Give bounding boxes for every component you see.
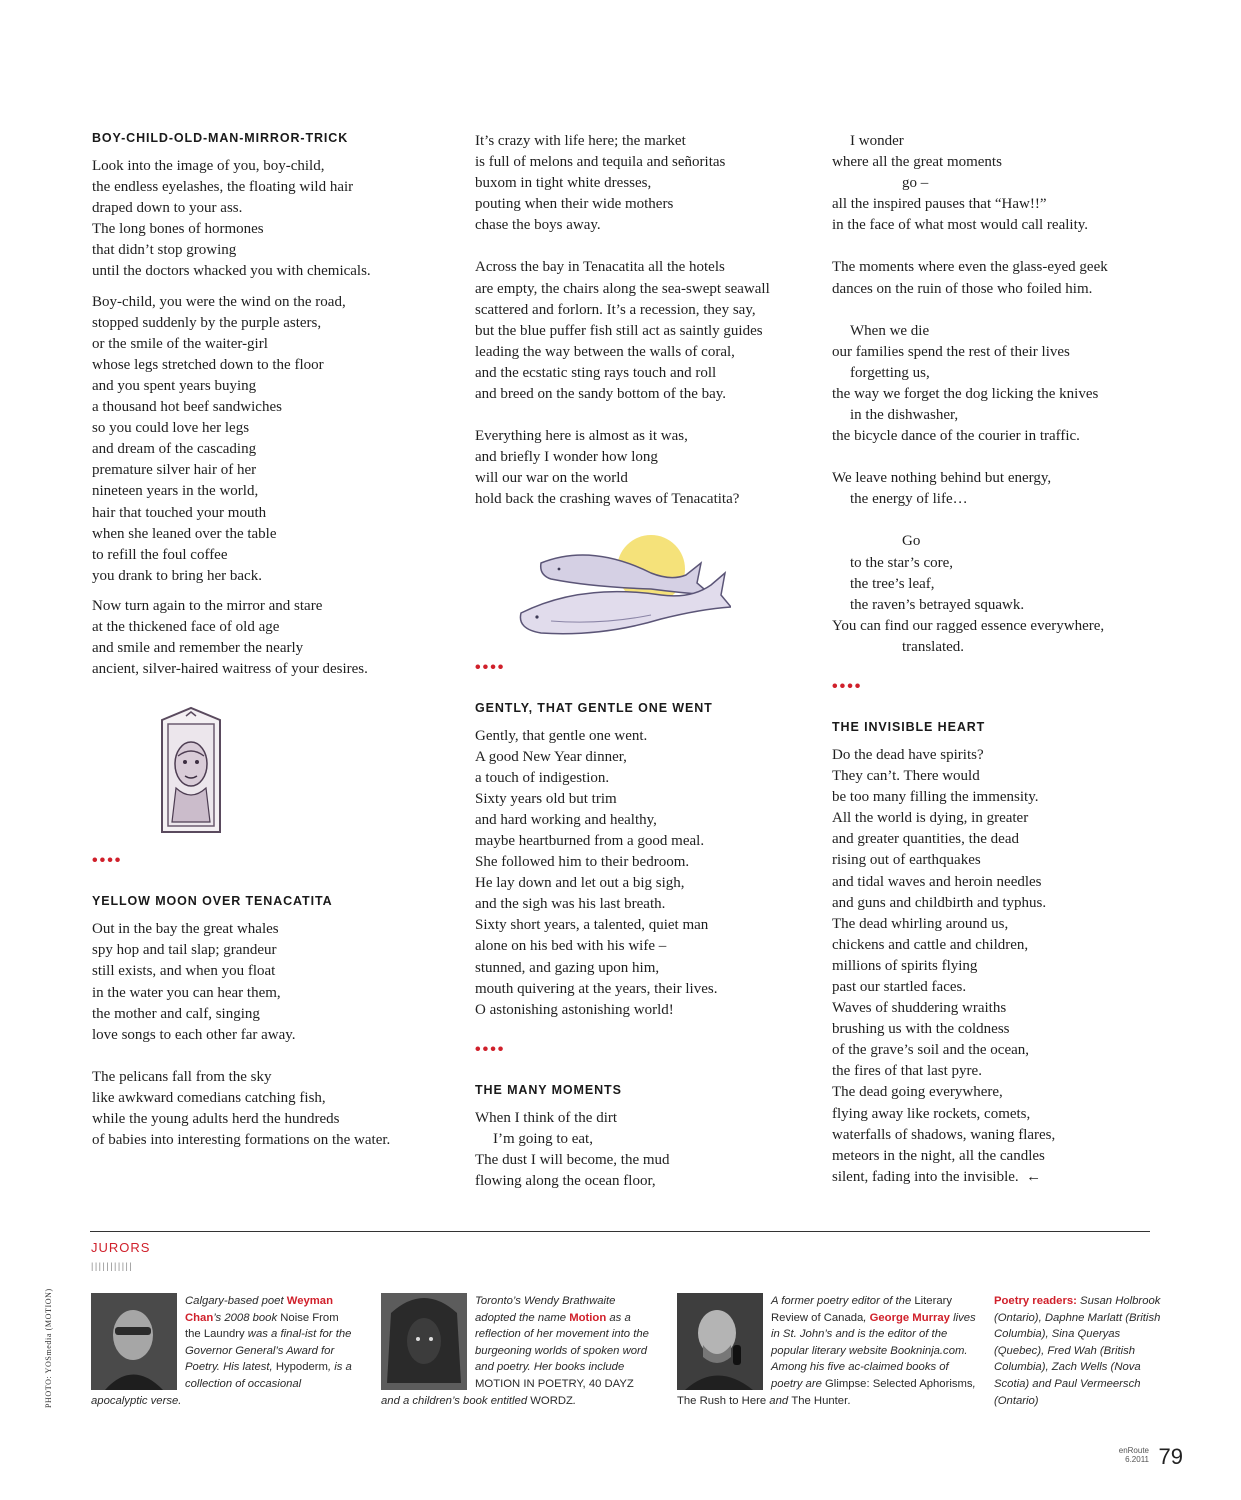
- poem-line: hair that touched your mouth: [92, 504, 267, 521]
- poem-line: Boy-child, you were the wind on the road,: [92, 293, 346, 310]
- poem-line: go –: [902, 175, 929, 192]
- poem-line: in the face of what most would call reality.: [832, 217, 1089, 234]
- motion-photo: [381, 1293, 467, 1390]
- poem-line: maybe heartburned from a good meal.: [475, 832, 705, 849]
- framed-portrait-illustration: [156, 706, 226, 836]
- poem-line: They can’t. There would: [832, 768, 980, 785]
- poem-line: The dust I will become, the mud: [475, 1152, 670, 1168]
- stanza: [475, 257, 815, 405]
- page-number: 79: [1158, 1444, 1183, 1469]
- poem-line: of babies into interesting formations on the water.: [92, 1132, 391, 1149]
- stanza: [475, 726, 815, 1021]
- poem-line: silent, fading into the invisible. ←: [832, 1168, 1042, 1185]
- poem-line: in the water you can hear them,: [92, 984, 281, 1001]
- poem-line: love songs to each other far away.: [92, 1026, 296, 1043]
- stanza: [832, 531, 1162, 658]
- poem-line: a touch of indigestion.: [475, 769, 610, 786]
- poem-line: We leave nothing behind but energy,: [832, 470, 1052, 487]
- poem-line: forgetting us,: [850, 364, 930, 381]
- poem-line: until the doctors whacked you with chemicals.: [92, 263, 371, 280]
- poem-line: but the blue puffer fish still act as saintly guides: [475, 322, 763, 339]
- poem-line: millions of spirits flying: [832, 957, 978, 974]
- poem-line: the energy of life…: [850, 491, 968, 508]
- poem-line: She followed him to their bedroom.: [475, 854, 690, 871]
- section-separator: ••••: [832, 677, 863, 695]
- poem-line: Do the dead have spirits?: [832, 746, 984, 763]
- footer-divider: [90, 1231, 1150, 1232]
- poem-line: scattered and forlorn. It’s a recession, they say,: [475, 301, 756, 318]
- poem-line: premature silver hair of her: [92, 462, 257, 479]
- weyman-chan-photo: [91, 1293, 177, 1390]
- poetry-readers: Poetry readers: Susan Holbrook (Ontario), Daphne Marlatt (British Columbia), Sina Queryas (Quebec), Fred Wah (British Columbia), Zach Wells (Nova Scotia) and Paul Vermeersch (Ontario): [994, 1295, 1161, 1407]
- poem-line: Gently, that gentle one went.: [475, 727, 648, 744]
- stanza: [475, 1108, 815, 1192]
- poem-line: whose legs stretched down to the floor: [92, 356, 324, 373]
- poem-line: to the star’s core,: [850, 554, 954, 571]
- poem-line: flying away like rockets, comets,: [832, 1105, 1031, 1122]
- poem-line: meteors in the night, all the candles: [832, 1147, 1045, 1164]
- poem-title: THE MANY MOMENTS: [475, 1082, 622, 1097]
- poem-line: while the young adults herd the hundreds: [92, 1111, 340, 1127]
- juror-weyman-chan: Calgary-based poet Weyman Chan’s 2008 book Noise From the Laundry was a final-ist for the Governor General’s Award for Poetry. His latest, Hypoderm, is a collection of occasional apocalyptic verse.: [91, 1295, 352, 1407]
- section-separator: ••••: [92, 852, 123, 870]
- poem-line: the mother and calf, singing: [92, 1005, 260, 1022]
- poem-line: stunned, and gazing upon him,: [475, 959, 660, 976]
- poem-line: translated.: [902, 638, 965, 655]
- george-murray-photo: [677, 1293, 763, 1390]
- poem-line: stopped suddenly by the purple asters,: [92, 314, 322, 331]
- stanza: [832, 468, 1162, 510]
- poem-line: be too many filling the immensity.: [832, 789, 1039, 806]
- juror-name: George Murray: [869, 1311, 950, 1324]
- poem-line: O astonishing astonishing world!: [475, 1001, 674, 1018]
- poem-line: dances on the ruin of those who foiled him.: [832, 280, 1093, 297]
- poem-line: is full of melons and tequila and señoritas: [475, 154, 726, 171]
- whales-and-moon-illustration: [511, 533, 731, 653]
- poem-line: Look into the image of you, boy-child,: [92, 158, 325, 174]
- poem-line: our families spend the rest of their lives: [832, 343, 1070, 360]
- poem-line: and you spent years buying: [92, 377, 257, 394]
- poem-line: will our war on the world: [475, 470, 628, 487]
- poem-line: and dream of the cascading: [92, 441, 257, 458]
- poem-line: and hard working and healthy,: [475, 811, 657, 828]
- poem-line: past our startled faces.: [832, 979, 967, 995]
- poem-line: where all the great moments: [832, 154, 1002, 171]
- poem-line: the fires of that last pyre.: [832, 1063, 982, 1080]
- poem-line: are empty, the chairs along the sea-swept seawall: [475, 280, 770, 297]
- poem-line: that didn’t stop growing: [92, 242, 237, 259]
- poem-line: The dead whirling around us,: [832, 915, 1009, 932]
- poem-line: The moments where even the glass-eyed geek: [832, 259, 1108, 276]
- poem-line: in the dishwasher,: [850, 407, 959, 424]
- poem-line: spy hop and tail slap; grandeur: [92, 942, 277, 959]
- juror-name: Weyman Chan: [185, 1295, 333, 1324]
- juror-motion: Toronto’s Wendy Brathwaite adopted the name Motion as a reflection of her movement into the burgeoning worlds of spoken word and poetry. Her books include MOTION IN POETRY, 40 DAYZ and a children’s book entitled WORDZ.: [381, 1295, 649, 1407]
- poem-line: and guns and childbirth and typhus.: [832, 894, 1047, 911]
- poem-line: all the inspired pauses that “Haw!!”: [832, 196, 1047, 213]
- poem-line: the tree’s leaf,: [850, 575, 935, 592]
- poem-line: waterfalls of shadows, waning flares,: [832, 1126, 1056, 1143]
- juror-george-murray: A former poetry editor of the Literary Review of Canada, George Murray lives in St. John’s and is the editor of the popular literary website Bookninja.com. Among his five ac-claimed books of poetry are Glimpse: Selected Aphorisms, The Rush to Here and The Hunter.: [677, 1295, 976, 1407]
- tick-marks: |||||||||||: [91, 1261, 134, 1271]
- poem-line: When I think of the dirt: [475, 1109, 618, 1126]
- poem-line: the endless eyelashes, the floating wild hair: [92, 179, 354, 196]
- poem-line: ancient, silver-haired waitress of your desires.: [92, 661, 368, 678]
- poem-line: of the grave’s soil and the ocean,: [832, 1042, 1030, 1059]
- poem-line: so you could love her legs: [92, 420, 250, 437]
- poem-title: BOY-CHILD-OLD-MAN-MIRROR-TRICK: [92, 131, 349, 145]
- poem-line: hold back the crashing waves of Tenacatita?: [475, 491, 740, 508]
- column-2: [475, 131, 815, 1192]
- juror-name: Motion: [569, 1311, 607, 1324]
- poem-line: nineteen years in the world,: [92, 483, 259, 500]
- poem-line: and the ecstatic sting rays touch and roll: [475, 364, 717, 381]
- poem-line: All the world is dying, in greater: [832, 810, 1029, 827]
- magazine-name: enRoute: [1118, 1446, 1149, 1455]
- poem-line: I wonder: [850, 133, 904, 149]
- poem-line: still exists, and when you float: [92, 963, 276, 980]
- poem-line: you drank to bring her back.: [92, 567, 262, 584]
- jurors-heading: JURORS: [91, 1240, 151, 1255]
- poem-line: or the smile of the waiter-girl: [92, 335, 268, 352]
- poem-line: draped down to your ass.: [92, 200, 243, 217]
- stanza: [92, 919, 437, 1046]
- poem-line: buxom in tight white dresses,: [475, 175, 652, 192]
- poem-line: Now turn again to the mirror and stare: [92, 597, 323, 614]
- poem-line: Everything here is almost as it was,: [475, 428, 688, 445]
- poem-line: I’m going to eat,: [493, 1130, 593, 1147]
- poem-title: THE INVISIBLE HEART: [832, 719, 986, 734]
- poem-line: It’s crazy with life here; the market: [475, 133, 686, 149]
- poem-line: alone on his bed with his wife –: [475, 938, 667, 955]
- poem-line: mouth quivering at the years, their lives.: [475, 980, 718, 997]
- stanza: [92, 156, 437, 283]
- poem-line: flowing along the ocean floor,: [475, 1173, 656, 1190]
- photo-credit: PHOTO: YOSmedia (MOTION): [44, 1288, 53, 1408]
- poem-line: to refill the foul coffee: [92, 546, 228, 563]
- poem-line: pouting when their wide mothers: [475, 196, 674, 213]
- poem-line: chase the boys away.: [475, 217, 601, 234]
- poem-line: The dead going everywhere,: [832, 1084, 1003, 1101]
- poem-line: When we die: [850, 322, 930, 339]
- stanza: [475, 426, 815, 510]
- poem-title: GENTLY, THAT GENTLE ONE WENT: [475, 700, 713, 715]
- poem-line: brushing us with the coldness: [832, 1021, 1010, 1038]
- poem-line: the raven’s betrayed squawk.: [850, 596, 1025, 613]
- poem-line: the bicycle dance of the courier in traffic.: [832, 428, 1080, 445]
- poem-line: A good New Year dinner,: [475, 748, 627, 765]
- poem-line: The pelicans fall from the sky: [92, 1068, 272, 1085]
- stanza: [832, 321, 1162, 448]
- poem-line: You can find our ragged essence everywhere,: [832, 617, 1105, 634]
- folio-meta: [1089, 1446, 1149, 1464]
- stanza: [92, 596, 437, 680]
- poem-line: Sixty years old but trim: [475, 790, 617, 807]
- column-1: [92, 131, 437, 1151]
- stanza: [832, 257, 1162, 299]
- poem-line: Across the bay in Tenacatita all the hotels: [475, 259, 725, 276]
- poem-line: Waves of shuddering wraiths: [832, 1000, 1007, 1017]
- issue-date: 6.2011: [1125, 1455, 1149, 1464]
- column-3: [832, 131, 1162, 1188]
- poem-line: Out in the bay the great whales: [92, 921, 279, 938]
- poetry-readers-label: Poetry readers:: [994, 1295, 1077, 1307]
- section-separator: ••••: [475, 658, 506, 676]
- poem-line: leading the way between the walls of coral,: [475, 343, 735, 360]
- stanza: [832, 131, 1162, 236]
- poem-line: the way we forget the dog licking the knives: [832, 385, 1099, 402]
- poem-title: YELLOW MOON OVER TENACATITA: [92, 894, 333, 909]
- poem-line: and breed on the sandy bottom of the bay.: [475, 386, 727, 403]
- poem-line: when she leaned over the table: [92, 525, 277, 542]
- poem-line: rising out of earthquakes: [832, 852, 981, 869]
- poem-line: and greater quantities, the dead: [832, 831, 1020, 848]
- poem-line: Go: [902, 533, 921, 550]
- poem-line: and the sigh was his last breath.: [475, 896, 666, 913]
- section-separator: ••••: [475, 1040, 506, 1058]
- poem-line: at the thickened face of old age: [92, 618, 280, 635]
- stanza: [832, 745, 1162, 1188]
- poem-line: The long bones of hormones: [92, 221, 264, 238]
- poem-line: chickens and cattle and children,: [832, 936, 1029, 953]
- poem-line: and tidal waves and heroin needles: [832, 873, 1042, 890]
- poem-line: and briefly I wonder how long: [475, 449, 658, 466]
- poem-line: like awkward comedians catching fish,: [92, 1089, 326, 1106]
- stanza: [92, 292, 437, 587]
- poem-line: a thousand hot beef sandwiches: [92, 399, 282, 416]
- stanza: [475, 131, 815, 236]
- stanza: [92, 1067, 437, 1151]
- poem-line: Sixty short years, a talented, quiet man: [475, 917, 709, 934]
- poem-line: He lay down and let out a big sigh,: [475, 875, 685, 892]
- page-folio: [1118, 1444, 1183, 1470]
- poem-line: and smile and remember the nearly: [92, 640, 304, 657]
